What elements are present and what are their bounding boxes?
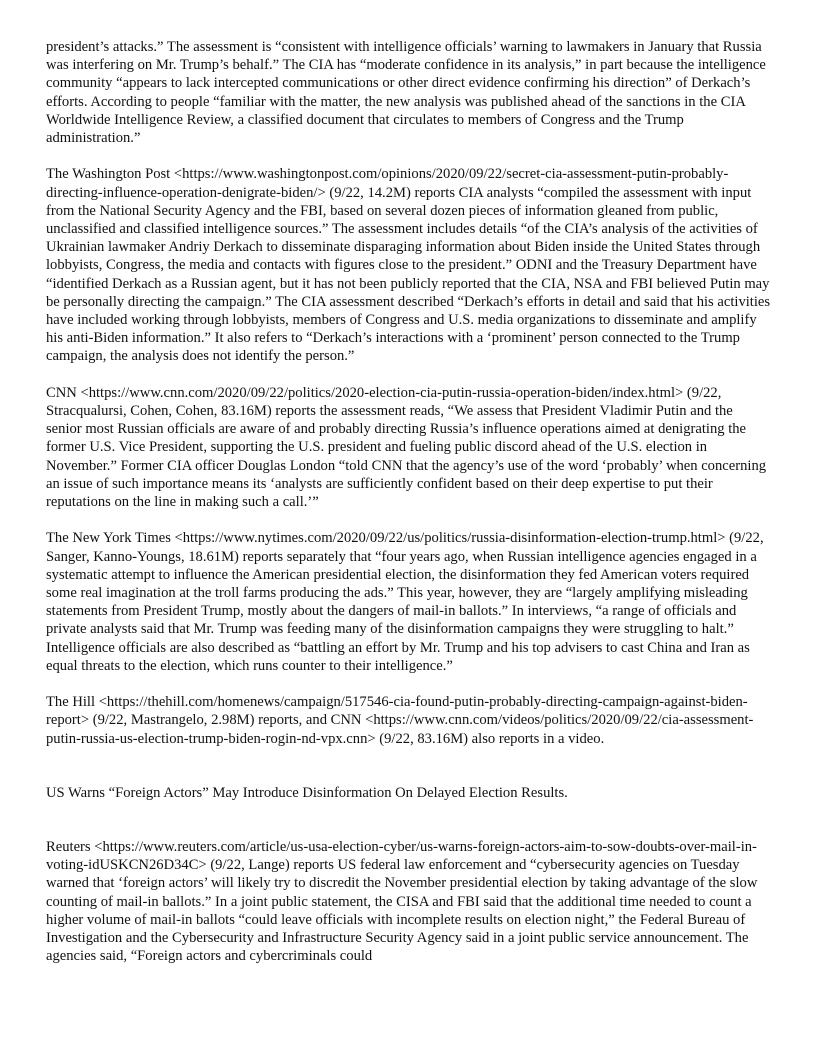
- paragraph-new-york-times: The New York Times <https://www.nytimes.com/2020/09/22/us/politics/russia-disinformation-election-trump.html> (9/22, Sanger, Kanno-Youngs, 18.61M) reports separately that “four years ago, when Russian intelligence agencies engaged in a systematic attempt to influence the American presidential election, the disinformation they fed American voters required some real imagination at the troll farms producing the ads.” This year, however, they are “largely amplifying misleading statements from President Trump, mostly about the dangers of mail-in ballots.” In interviews, “a range of officials and private analysts said that Mr. Trump was feeding many of the disinformation campaigns they were struggling to halt.” Intelligence officials are also described as “battling an effort by Mr. Trump and his top advisers to cast China and Iran as equal threats to the election, which runs counter to their intelligence.”: [46, 530, 764, 674]
- section-heading: US Warns “Foreign Actors” May Introduce Disinformation On Delayed Election Results.: [46, 784, 568, 801]
- paragraph-washington-post: The Washington Post <https://www.washingtonpost.com/opinions/2020/09/22/secret-cia-assessment-putin-probably-directing-influence-operation-denigrate-biden/> (9/22, 14.2M) reports CIA analysts “compiled the assessment with input from the National Security Agency and the FBI, based on several dozen pieces of information gleaned from public, unclassified and classified intelligence sources.” The assessment includes details “of the CIA’s analysis of the activities of Ukrainian lawmaker Andriy Derkach to disseminate disparaging information about Biden inside the United States through lobbyists, Congress, the media and contacts with figures close to the president.” ODNI and the Treasury Department have “identified Derkach as a Russian agent, but it has not been publicly reported that the CIA, NSA and FBI believed Putin may be personally directing the campaign.” The CIA assessment described “Derkach’s efforts in detail and said that his activities have included working through lobbyists, members of Congress and U.S. media organizations to disseminate and amplify his anti-Biden information.” It also refers to “Derkach’s interactions with a ‘prominent’ person connected to the Trump campaign, the analysis does not identify the person.”: [46, 166, 771, 365]
- paragraph-cnn: CNN <https://www.cnn.com/2020/09/22/politics/2020-election-cia-putin-russia-operation-biden/index.html> (9/22, Stracqualursi, Cohen, Cohen, 83.16M) reports the assessment reads, “We assess that President Vladimir Putin and the senior most Russian officials are aware of and probably directing Russia’s influence operations aimed at denigrating the former U.S. Vice President, supporting the U.S. president and fueling public discord ahead of the U.S. election in November.” Former CIA officer Douglas London “told CNN that the agency’s use of the word ‘probably’ when concerning an issue of such importance means its ‘analysts are sufficiently confident based on their deep expertise to put their reputations on the line in making such a call.’”: [46, 384, 767, 511]
- document-page: [46, 38, 772, 984]
- paragraph-the-hill: The Hill <https://thehill.com/homenews/campaign/517546-cia-found-putin-probably-directing-campaign-against-biden-report> (9/22, Mastrangelo, 2.98M) reports, and CNN <https://www.cnn.com/videos/politics/2020/09/22/cia-assessment-putin-russia-us-election-trump-biden-rogin-nd-vpx.cnn> (9/22, 83.16M) also reports in a video.: [46, 694, 754, 747]
- paragraph-reuters: Reuters <https://www.reuters.com/article/us-usa-election-cyber/us-warns-foreign-actors-aim-to-sow-doubts-over-mail-in-voting-idUSKCN26D34C> (9/22, Lange) reports US federal law enforcement and “cybersecurity agencies on Tuesday warned that ‘foreign actors’ will likely try to discredit the November presidential election by taking advantage of the slow counting of mail-in ballots.” In a joint public statement, the CISA and FBI said that the additional time needed to count a higher volume of mail-in ballots “could leave officials with incomplete results on election night,” the Federal Bureau of Investigation and the Cybersecurity and Infrastructure Security Agency said in a joint public service announcement. The agencies said, “Foreign actors and cybercriminals could: [46, 839, 758, 965]
- paragraph-cia-assessment: president’s attacks.” The assessment is “consistent with intelligence officials’ warning to lawmakers in January that Russia was interfering on Mr. Trump’s behalf.” The CIA has “moderate confidence in its analysis,” in part because the intelligence community “appears to lack intercepted communications or other direct evidence confirming his direction” of Derkach’s efforts. According to people “familiar with the matter, the new analysis was published ahead of the sanctions in the CIA Worldwide Intelligence Review, a classified document that circulates to members of Congress and the Trump administration.”: [46, 39, 766, 147]
